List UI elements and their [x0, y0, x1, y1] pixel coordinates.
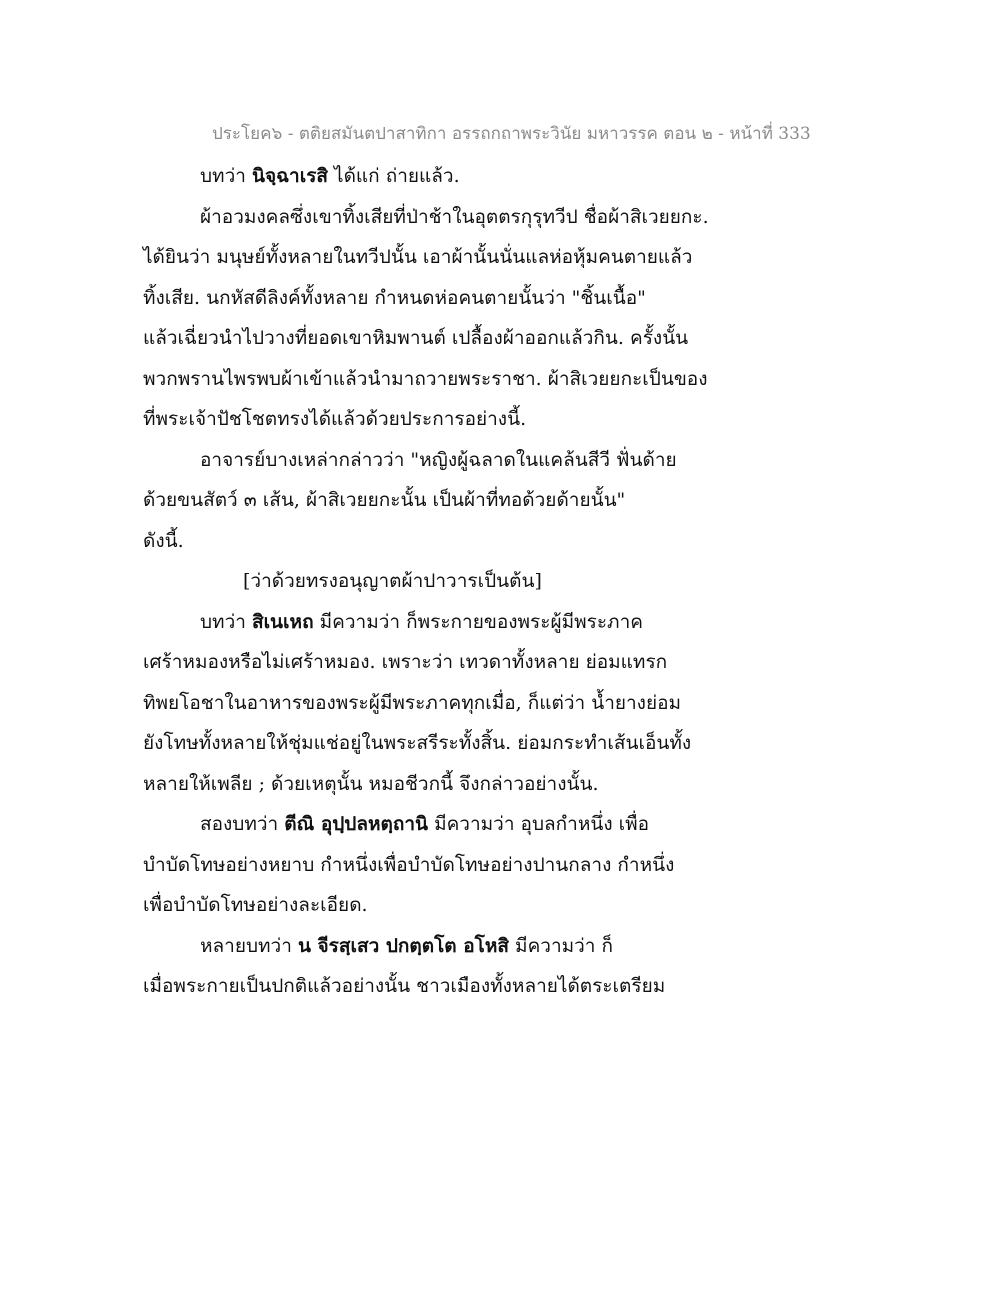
p4-suffix: มีความว่า ก็พระกายของพระผู้มีพระภาค — [313, 610, 643, 633]
p6-prefix: หลายบทว่า — [200, 934, 298, 957]
paragraph-4-line-3: ทิพยโอชาในอาหารของพระผู้มีพระภาคทุกเมื่อ, ก็แต่ว่า น้ำยางย่อม — [143, 691, 682, 714]
running-header: ประโยค๖ - ตติยสมันตปาสาทิกา อรรถกถาพระวินัย มหาวรรค ตอน ๒ - หน้าที่ 333 — [212, 124, 811, 144]
p1-suffix: ได้แก่ ถ่ายแล้ว. — [328, 165, 460, 187]
p5-term: ตีณิ อุปฺปลหตฺถานิ — [284, 813, 429, 835]
paragraph-5-line-1 — [143, 804, 703, 845]
body-text — [143, 156, 709, 1007]
paragraph-3-line-2: ด้วยขนสัตว์ ๓ เส้น, ผ้าสิเวยยกะนั้น เป็นผ้าที่ทอด้วยด้ายนั้น" — [143, 489, 626, 511]
paragraph-1-line-1 — [143, 156, 703, 197]
p1-term: นิจฺฉาเรสิ — [251, 165, 328, 187]
paragraph-2-line-1: ผ้าอวมงคลซึ่งเขาทิ้งเสียที่ป่าช้าในอุตตรกุรุทวีป ชื่อผ้าสิเวยยกะ. — [200, 205, 709, 228]
paragraph-5-line-2: บำบัดโทษอย่างหยาบ กำหนึ่งเพื่อบำบัดโทษอย่างปานกลาง กำหนึ่ง — [143, 853, 675, 876]
p5-suffix: มีความว่า อุบลกำหนึ่ง เพื่อ — [428, 813, 650, 835]
p6-term: น จีรสฺเสว ปกตฺตโต อโหสิ — [297, 934, 509, 957]
paragraph-5-line-3: เพื่อบำบัดโทษอย่างละเอียด. — [143, 894, 368, 916]
paragraph-2-line-5: พวกพรานไพรพบผ้าเข้าแล้วนำมาถวายพระราชา. ผ้าสิเวยยกะเป็นของ — [143, 367, 708, 390]
paragraph-4-line-1 — [143, 602, 703, 643]
paragraph-2-line-3: ทิ้งเสีย. นกหัสดีลิงค์ทั้งหลาย กำหนดห่อคนตายนั้นว่า "ชิ้นเนื้อ" — [143, 286, 646, 309]
p5-prefix: สองบทว่า — [200, 813, 285, 835]
p4-term: สิเนเหถ — [251, 610, 314, 633]
paragraph-4-line-4: ยังโทษทั้งหลายให้ชุ่มแช่อยู่ในพระสรีระทั้งสิ้น. ย่อมกระทำเส้นเอ็นทั้ง — [143, 732, 692, 754]
p4-prefix: บทว่า — [200, 610, 252, 633]
p6-suffix: มีความว่า ก็ — [509, 934, 614, 957]
paragraph-6-line-1 — [143, 926, 703, 967]
paragraph-2-line-2: ได้ยินว่า มนุษย์ทั้งหลายในทวีปนั้น เอาผ้านั้นนั่นแลห่อหุ้มคนตายแล้ว — [143, 246, 693, 268]
paragraph-3-line-3: ดังนี้. — [143, 529, 184, 552]
paragraph-6-line-2: เมื่อพระกายเป็นปกติแล้วอย่างนั้น ชาวเมืองทั้งหลายได้ตระเตรียม — [143, 975, 666, 997]
p1-prefix: บทว่า — [200, 165, 252, 187]
paragraph-4-line-2: เศร้าหมองหรือไม่เศร้าหมอง. เพราะว่า เทวดาทั้งหลาย ย่อมแทรก — [143, 651, 668, 673]
section-heading: [ว่าด้วยทรงอนุญาตผ้าปาวารเป็นต้น] — [243, 570, 542, 592]
paragraph-4-line-5: หลายให้เพลีย ; ด้วยเหตุนั้น หมอชีวกนี้ จึงกล่าวอย่างนั้น. — [143, 772, 599, 795]
paragraph-3-line-1: อาจารย์บางเหล่ากล่าวว่า "หญิงผู้ฉลาดในแคล้นสีวี ฟั่นด้าย — [200, 448, 677, 471]
paragraph-2-line-6: ที่พระเจ้าปัชโชตทรงได้แล้วด้วยประการอย่างนี้. — [143, 408, 527, 430]
paragraph-2-line-4: แล้วเฉี่ยวนำไปวางที่ยอดเขาหิมพานต์ เปลื้องผ้าออกแล้วกิน. ครั้งนั้น — [143, 327, 689, 349]
